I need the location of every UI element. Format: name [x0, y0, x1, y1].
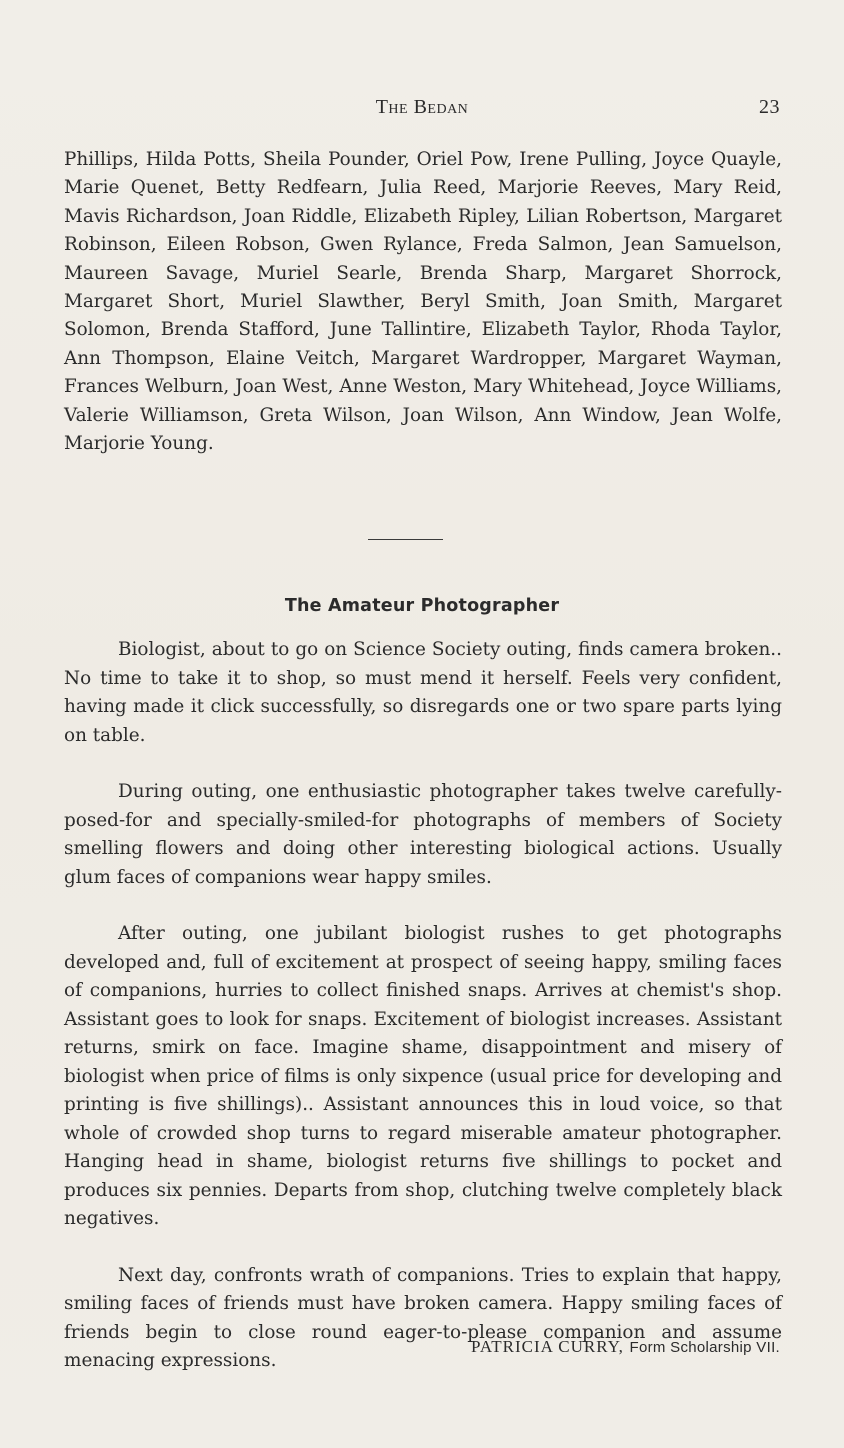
running-header: [64, 96, 780, 124]
article-paragraph: After outing, one jubilant biologist rushes to get photographs developed and, full of excitement at prospect of seeing happy, smiling faces of companions, hurries to collect finished snaps. Arrives at chemist's shop. Assistant goes to look for snaps. Excitement of biologist increases. Assistant returns, smirk on face. Imagine shame, disappointment and misery of biologist when price of films is only sixpence (usual price for developing and printing is five shillings).. Assistant announces this in loud voice, so that whole of crowded shop turns to regard miserable amateur photographer. Hanging head in shame, biologist returns five shillings to pocket and produces six pennies. Departs from shop, clutching twelve completely black negatives.: [64, 923, 782, 1229]
names-list-continuation: Phillips, Hilda Potts, Sheila Pounder, Oriel Pow, Irene Pulling, Joyce Quayle, Marie Quenet, Betty Redfearn, Julia Reed, Marjorie Reeves, Mary Reid, Mavis Richardson, Joan Riddle, Elizabeth Ripley, Lilian Robertson, Margaret Robinson, Eileen Robson, Gwen Rylance, Freda Salmon, Jean Samuelson, Maureen Savage, Muriel Searle, Brenda Sharp, Margaret Shorrock, Margaret Short, Muriel Slawther, Beryl Smith, Joan Smith, Margaret Solomon, Brenda Stafford, June Tallintire, Elizabeth Taylor, Rhoda Taylor, Ann Thompson, Elaine Veitch, Margaret Wardropper, Margaret Wayman, Frances Welburn, Joan West, Anne Weston, Mary Whitehead, Joyce Williams, Valerie Williamson, Greta Wilson, Joan Wilson, Ann Window, Jean Wolfe, Marjorie Young.: [64, 149, 782, 455]
article-paragraph: During outing, one enthusiastic photographer takes twelve carefully-posed-for and specially-smiled-for photographs of members of Society smelling flowers and doing other interesting biological actions. Usually glum faces of companions wear happy smiles.: [64, 781, 782, 888]
running-title: The Bedan: [375, 96, 469, 118]
article-paragraph: Biologist, about to go on Science Society outing, finds camera broken.. No time to take it to shop, so must mend it herself. Feels very confident, having made it click successfully, so disregards one or two spare parts lying on table.: [64, 639, 782, 746]
article-title: The Amateur Photographer: [284, 596, 560, 616]
page-number: 23: [759, 96, 780, 118]
article-body: [64, 636, 782, 1404]
article-paragraph: Next day, confronts wrath of companions. Tries to explain that happy, smiling faces of friends must have broken camera. Happy smiling faces of friends begin to close round eager-to-please companion and assume menacing expressions.: [64, 1264, 782, 1371]
author-signature: [471, 1337, 780, 1357]
section-divider: [368, 539, 443, 540]
author-name: PATRICIA CURRY,: [470, 1337, 624, 1356]
author-form: Form Scholarship VII.: [629, 1339, 780, 1356]
